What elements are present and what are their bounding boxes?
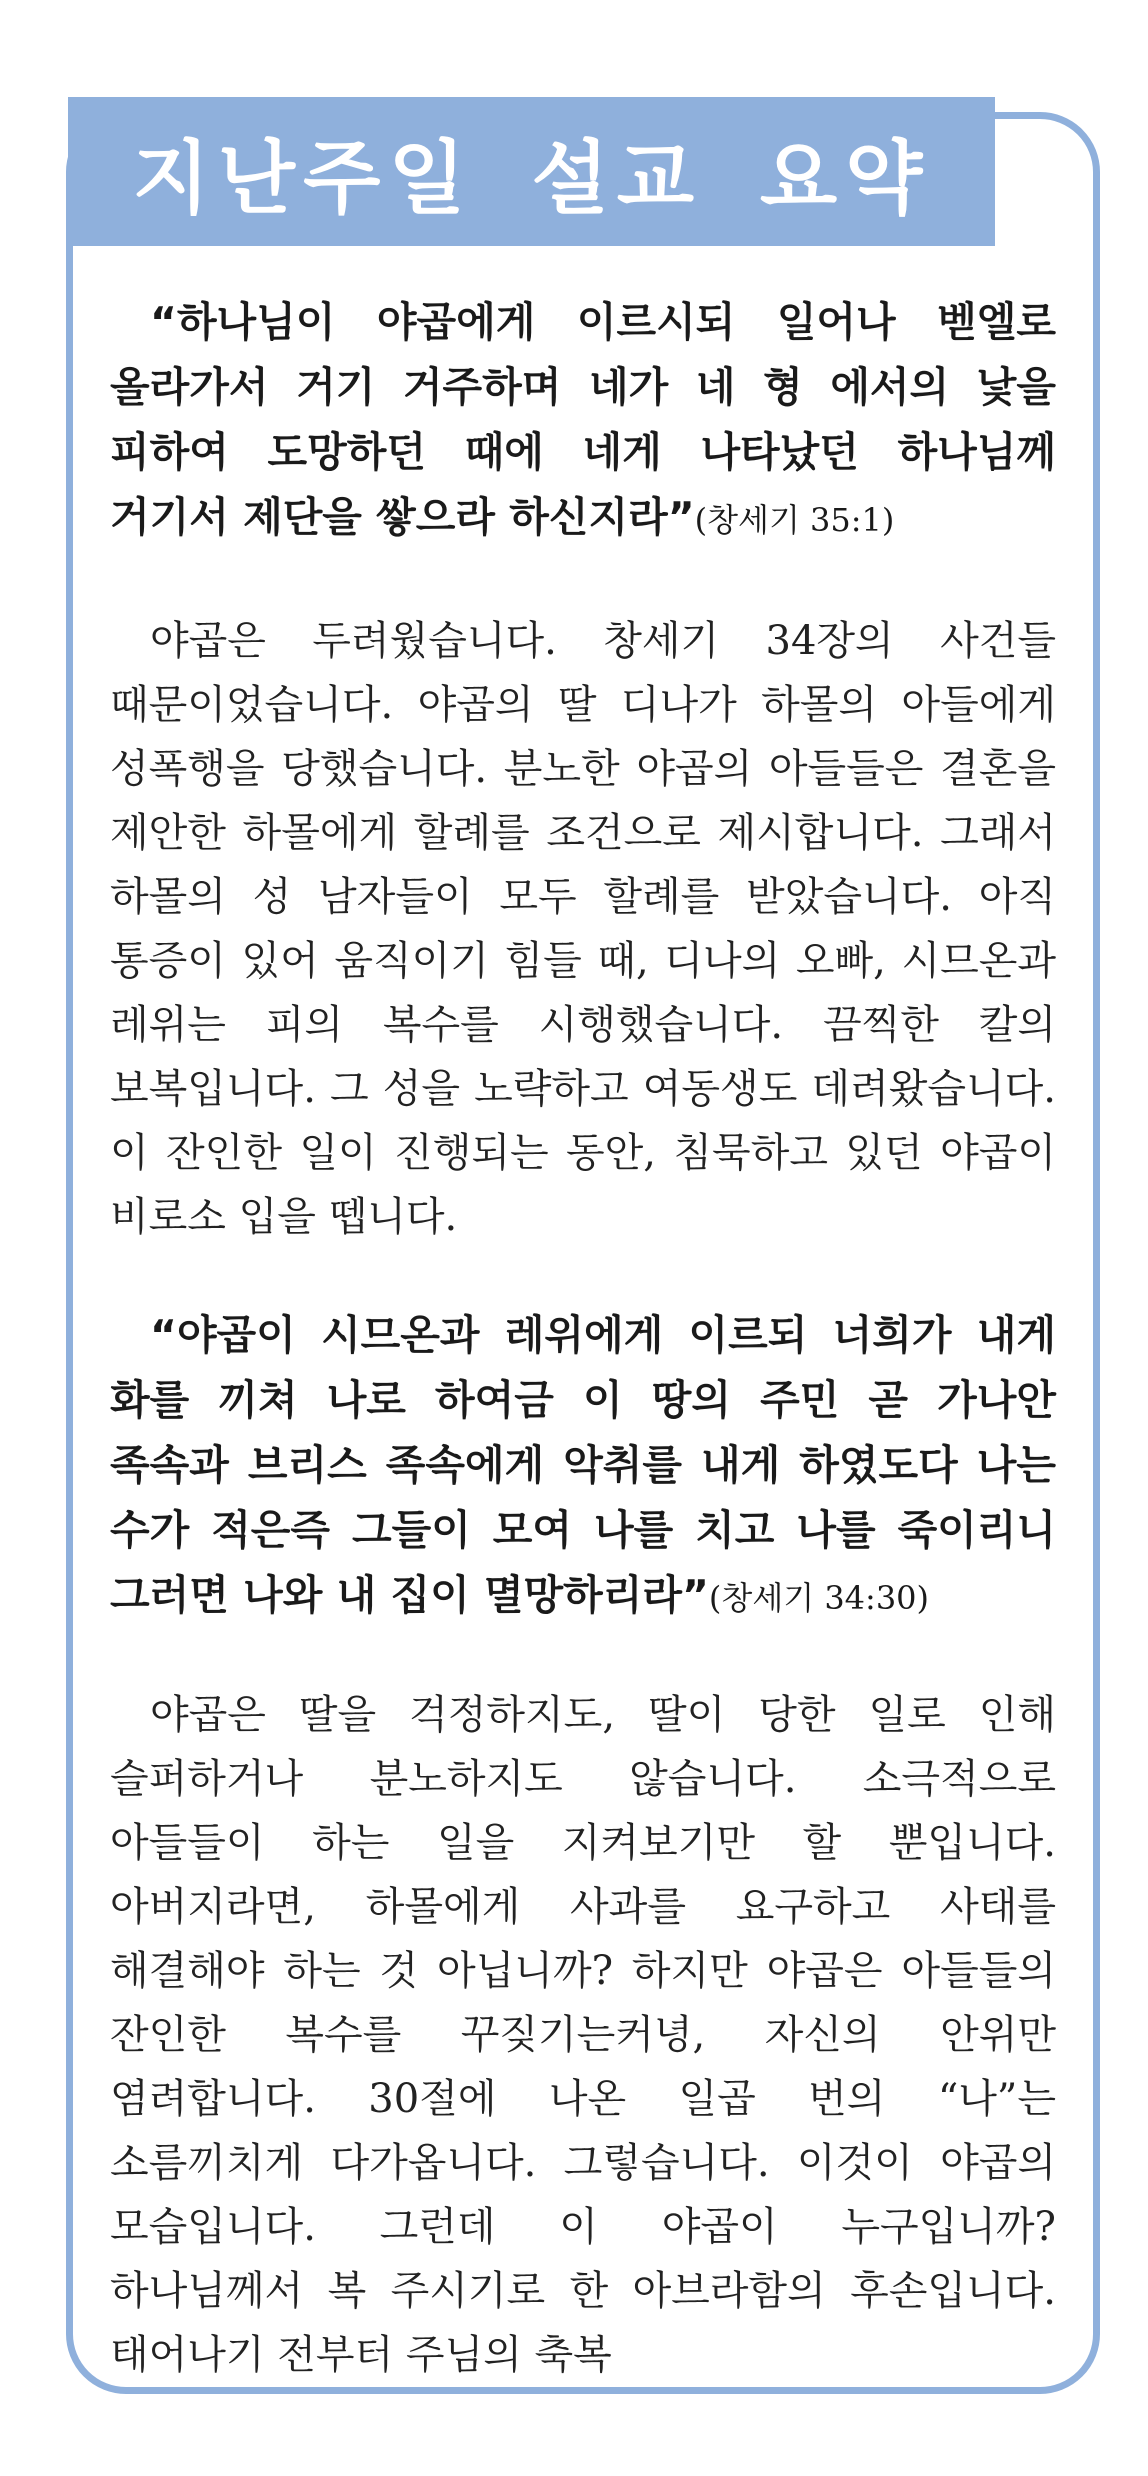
scripture-quote-2-text: “야곱이 시므온과 레위에게 이르되 너희가 내게 화를 끼쳐 나로 하여금 이 땅의 주민 곧 가나안 족속과 브리스 족속에게 악취를 내게 하였도다 나는 수가 적은즉 그들이 모여 나를 치고 나를 죽이리니 그러면 나와 내 집이 멸망하리라” — [110, 1311, 1056, 1619]
title-banner — [68, 97, 995, 246]
scripture-quote-2-reference: (창세기 34:30) — [708, 1579, 930, 1617]
scripture-quote-1-reference: (창세기 35:1) — [694, 501, 895, 539]
page-title: 지난주일 설교 요약 — [132, 132, 931, 225]
scripture-quote-2 — [110, 1303, 1056, 1631]
sermon-paragraph-1: 야곱은 두려웠습니다. 창세기 34장의 사건들 때문이었습니다. 야곱의 딸 디나가 하몰의 아들에게 성폭행을 당했습니다. 분노한 야곱의 아들들은 결혼을 제안한 하몰에게 할례를 조건으로 제시합니다. 그래서 하몰의 성 남자들이 모두 할례를 받았습니다. 아직 통증이 있어 움직이기 힘들 때, 디나의 오빠, 시므온과 레위는 피의 복수를 시행했습니다. 끔찍한 칼의 보복입니다. 그 성을 노략하고 여동생도 데려왔습니다. 이 잔인한 일이 진행되는 동안, 침묵하고 있던 야곱이 비로소 입을 뗍니다. — [110, 618, 1056, 1240]
sermon-content — [110, 290, 1056, 2387]
scripture-quote-1 — [110, 290, 1056, 553]
scripture-quote-1-text: “하나님이 야곱에게 이르시되 일어나 벧엘로 올라가서 거기 거주하며 네가 네 형 에서의 낯을 피하여 도망하던 때에 네게 나타났던 하나님께 거기서 제단을 쌓으라 하신지라” — [110, 298, 1056, 541]
sermon-paragraph-2: 야곱은 딸을 걱정하지도, 딸이 당한 일로 인해 슬퍼하거나 분노하지도 않습니다. 소극적으로 아들들이 하는 일을 지켜보기만 할 뿐입니다. 아버지라면, 하몰에게 사과를 요구하고 사태를 해결해야 하는 것 아닙니까? 하지만 야곱은 아들들의 잔인한 복수를 꾸짖기는커녕, 자신의 안위만 염려합니다. 30절에 나온 일곱 번의 “나”는 소름끼치게 다가옵니다. 그렇습니다. 이것이 야곱의 모습입니다. 그런데 이 야곱이 누구입니까? 하나님께서 복 주시기로 한 아브라함의 후손입니다. 태어나기 전부터 주님의 축복 — [110, 1692, 1056, 2378]
